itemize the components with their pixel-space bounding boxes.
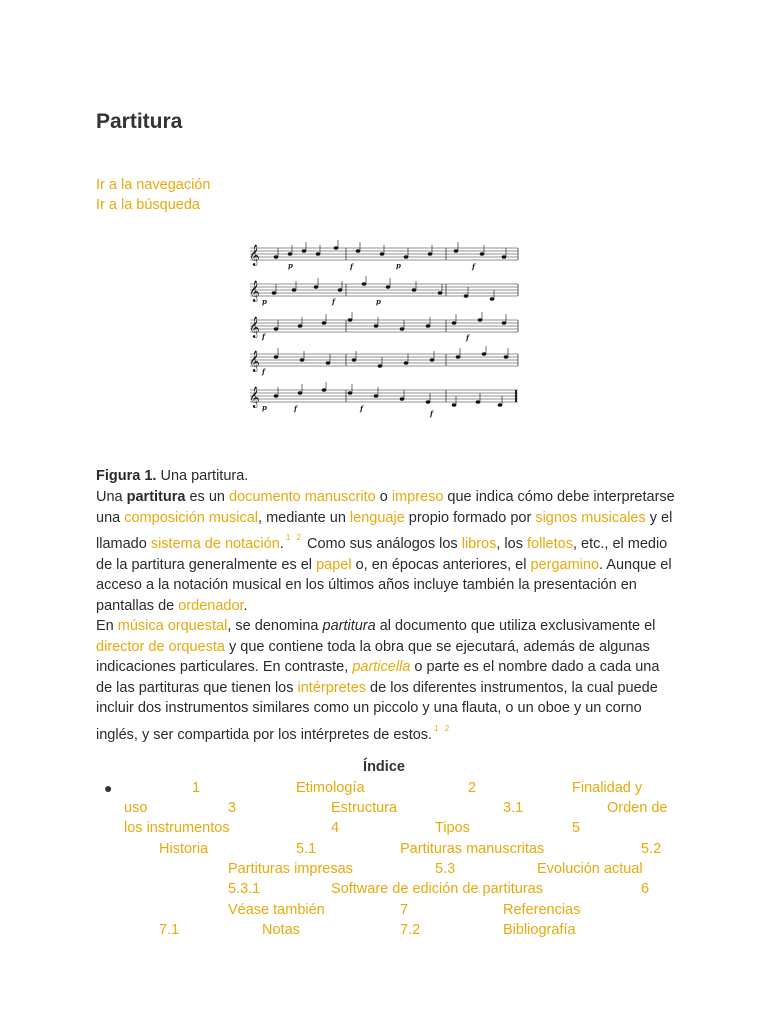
toc-item-number[interactable]: 5 bbox=[572, 820, 581, 836]
link-signos-musicales[interactable]: signos musicales bbox=[535, 509, 646, 526]
svg-text:f: f bbox=[350, 262, 354, 271]
score-image[interactable] bbox=[246, 238, 522, 420]
toc-item-number[interactable]: 7.1 bbox=[159, 922, 180, 938]
toc-item-notas[interactable]: Notas bbox=[262, 922, 300, 938]
toc-item-number[interactable]: 3.1 bbox=[503, 800, 524, 816]
link-musica-orquestal[interactable]: música orquestal bbox=[117, 618, 228, 634]
toc-item-number[interactable]: 5.3 bbox=[435, 861, 456, 877]
page-title: Partitura bbox=[96, 110, 183, 133]
link-folletos[interactable]: folletos bbox=[527, 536, 573, 552]
svg-text:p: p bbox=[262, 403, 267, 412]
svg-text:p: p bbox=[262, 297, 267, 306]
svg-text:𝄞: 𝄞 bbox=[249, 351, 260, 372]
svg-text:p: p bbox=[376, 297, 381, 306]
toc-item-number[interactable]: 5.3.1 bbox=[228, 881, 261, 897]
toc-item-referencias[interactable]: Referencias bbox=[503, 902, 581, 918]
svg-text:f: f bbox=[430, 409, 434, 418]
svg-text:f: f bbox=[262, 367, 266, 376]
link-libros[interactable]: libros bbox=[461, 536, 497, 552]
toc-item-estructura[interactable]: Estructura bbox=[331, 800, 398, 816]
svg-text:f: f bbox=[360, 404, 364, 413]
svg-text:𝄞: 𝄞 bbox=[249, 281, 260, 302]
toc-item-vease-tambien[interactable]: Véase también bbox=[228, 902, 325, 918]
link-lenguaje[interactable]: lenguaje bbox=[349, 509, 405, 526]
toc-item-etimologia[interactable]: Etimología bbox=[296, 780, 365, 796]
toc-item-tipos[interactable]: Tipos bbox=[435, 820, 470, 836]
link-documento-manuscrito[interactable]: documento manuscrito bbox=[229, 489, 376, 505]
toc-item-number[interactable]: 3 bbox=[228, 800, 237, 816]
link-director-de-orquesta[interactable]: director de orquesta bbox=[96, 638, 225, 655]
svg-text:𝄞: 𝄞 bbox=[249, 317, 260, 338]
reference-marker[interactable]: 1 2 bbox=[434, 723, 452, 733]
toc-item-number[interactable]: 5.1 bbox=[296, 841, 317, 857]
svg-text:f: f bbox=[472, 262, 476, 271]
toc-item-orden-cont[interactable]: los instrumentos bbox=[124, 820, 230, 836]
article-intro bbox=[96, 487, 676, 745]
toc-item-partituras-manuscritas[interactable]: Partituras manuscritas bbox=[400, 841, 545, 857]
svg-text:p: p bbox=[396, 261, 401, 270]
toc-item-partituras-impresas[interactable]: Partituras impresas bbox=[228, 861, 353, 877]
svg-text:𝄞: 𝄞 bbox=[249, 245, 260, 266]
reference-marker[interactable]: 1 2 bbox=[285, 533, 303, 542]
svg-text:f: f bbox=[262, 332, 266, 341]
link-interpretes[interactable]: intérpretes bbox=[297, 679, 367, 696]
svg-text:f: f bbox=[294, 404, 298, 413]
skip-to-navigation-link[interactable]: Ir a la navegación bbox=[96, 177, 211, 193]
intro-paragraph: En música orquestal, se denomina partitura al documento que utiliza exclusivamente el director de orquesta y que contiene toda la obra que se ejecutará, además de algunas indicaciones particulares. En contraste, particella o parte es el nombre dado a cada una de las partituras que tienen los intérpretes de los diferentes instrumentos, la cual puede incluir dos instrumentos similares como un piccolo y una flauta, o un oboe y un corno inglés, y ser compartida por los intérpretes de estos. $^{1 2}$ bbox=[96, 618, 660, 743]
link-ordenador[interactable]: ordenador bbox=[178, 597, 244, 614]
svg-text:p: p bbox=[288, 261, 293, 270]
toc-item-bibliografia[interactable]: Bibliografía bbox=[503, 922, 576, 938]
toc-item-finalidad[interactable]: Finalidad y bbox=[572, 780, 643, 796]
toc-item-number[interactable]: 7 bbox=[400, 902, 409, 918]
link-sistema-de-notacion[interactable]: sistema de notación bbox=[150, 536, 280, 552]
intro-paragraph: Una partitura es un documento manuscrito o impreso que indica cómo debe interpretarse una composición musical, mediante un lenguaje propio formado por signos musicales y el llamado sistema de notación. $^{1 2}$ Como sus análogos los libros, los folletos, etc., el medio de la partitura generalmente es el papel o, en épocas anteriores, el pergamino. Aunque el acceso a la notación musical en los últimos años incluye también la presentación en pantallas de ordenador. bbox=[96, 489, 675, 614]
toc-item-number[interactable]: 5.2 bbox=[641, 841, 662, 857]
link-composicion-musical[interactable]: composición musical bbox=[124, 509, 259, 526]
toc-item-number[interactable]: 4 bbox=[331, 820, 340, 836]
toc-item-number[interactable]: 1 bbox=[192, 780, 201, 796]
link-papel[interactable]: papel bbox=[316, 556, 352, 573]
link-impreso[interactable]: impreso bbox=[391, 489, 444, 505]
bullet-icon: ● bbox=[104, 780, 113, 796]
toc-item-number[interactable]: 6 bbox=[641, 881, 650, 897]
svg-text:f: f bbox=[332, 297, 336, 306]
toc-title: Índice bbox=[363, 759, 405, 775]
link-pergamino[interactable]: pergamino bbox=[530, 556, 600, 573]
toc-item-number[interactable]: 7.2 bbox=[400, 922, 421, 938]
svg-text:f: f bbox=[466, 333, 470, 342]
figure-caption: Figura 1. Una partitura. bbox=[96, 468, 249, 484]
toc-item-evolucion-actual[interactable]: Evolución actual bbox=[537, 861, 643, 877]
toc-item-number[interactable]: 2 bbox=[468, 780, 477, 796]
toc-item-historia[interactable]: Historia bbox=[159, 841, 209, 857]
skip-to-search-link[interactable]: Ir a la búsqueda bbox=[96, 197, 200, 213]
toc-item-finalidad-cont[interactable]: uso bbox=[124, 800, 148, 816]
toc-item-orden[interactable]: Orden de bbox=[607, 800, 668, 816]
svg-text:𝄞: 𝄞 bbox=[249, 387, 260, 408]
toc-item-software[interactable]: Software de edición de partituras bbox=[331, 881, 543, 897]
link-particella[interactable]: particella bbox=[352, 659, 411, 675]
